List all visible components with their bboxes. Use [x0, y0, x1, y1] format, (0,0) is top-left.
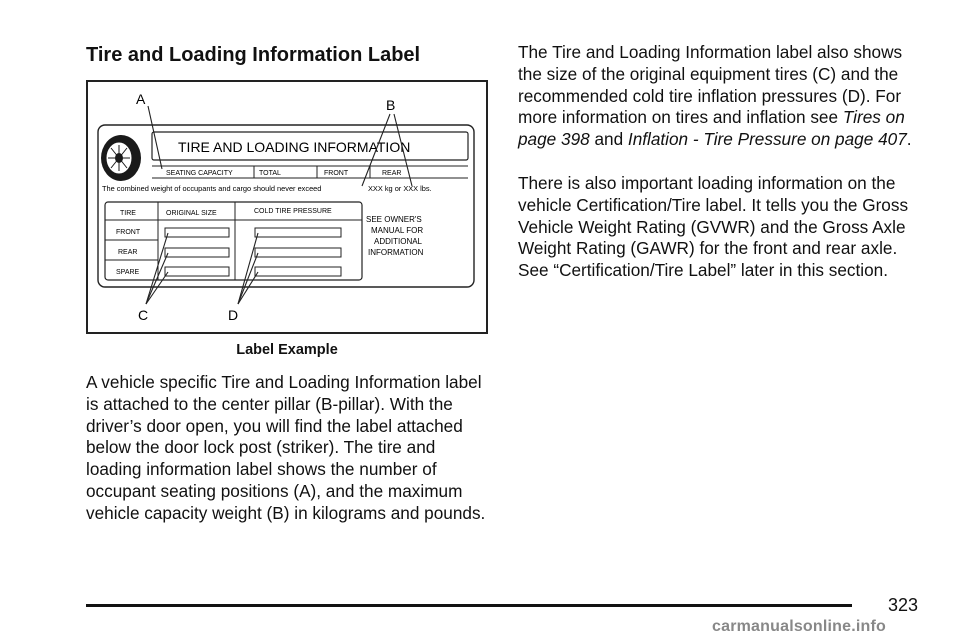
see-manual-line-3: ADDITIONAL [374, 237, 423, 246]
field-seating-capacity: SEATING CAPACITY [166, 170, 233, 177]
size-box-front [165, 228, 229, 237]
field-front: FRONT [324, 170, 349, 177]
row-spare: SPARE [116, 269, 140, 276]
combined-weight-note: The combined weight of occupants and cargo should never exceed [102, 184, 322, 193]
see-manual-line-1: SEE OWNER'S [366, 215, 422, 224]
callout-letter-b: B [386, 97, 396, 113]
see-manual-line-2: MANUAL FOR [371, 226, 424, 235]
callout-letter-d: D [228, 307, 239, 323]
pressure-box-spare [255, 267, 341, 276]
row-front: FRONT [116, 229, 141, 236]
p2-text-2: and [589, 129, 628, 150]
label-title: TIRE AND LOADING INFORMATION [178, 139, 411, 155]
weight-value: XXX kg or XXX lbs. [368, 184, 432, 193]
header-tire: TIRE [120, 210, 136, 217]
pressure-box-front [255, 228, 341, 237]
p2-text-1: The Tire and Loading Information label also shows the size of the original equipment tires (C) and the recommended cold tire inflation pressures (D). For more information on tires and inflation see [518, 42, 903, 128]
page-number: 323 [888, 595, 919, 615]
paragraph-certification-label: There is also important loading information on the vehicle Certification/Tire label. It tells you the Gross Vehicle Weight Rating (GVWR) and the Gross Axle Weight Rating (GAWR) for the front and rear axle. See “Certification/Tire Label” later in this section. [518, 173, 909, 281]
figure-caption: Label Example [236, 342, 338, 358]
paragraph-label-location: A vehicle specific Tire and Loading Information label is attached to the center pillar (B-pillar). With the driver’s door open, you will find the label attached below the door lock post (striker). The tire and loading information label shows the number of occupant seating positions (A), and the maximum vehicle capacity weight (B) in kilograms and pounds. [86, 372, 486, 523]
paragraph-label-tire-info [518, 42, 928, 151]
callout-lines [146, 106, 412, 304]
tire-label-illustration [88, 82, 486, 332]
watermark: carmanualsonline.info [712, 618, 887, 635]
section-title: Tire and Loading Information Label [86, 44, 421, 66]
size-box-spare [165, 267, 229, 276]
pressure-box-rear [255, 248, 341, 257]
link-tires-page[interactable]: Tires on page 398 [518, 107, 905, 150]
callout-letter-a: A [136, 91, 146, 107]
p2-text-3: . [906, 129, 912, 150]
size-box-rear [165, 248, 229, 257]
field-rear: REAR [382, 170, 402, 177]
callout-letter-c: C [138, 307, 149, 323]
row-rear: REAR [118, 249, 138, 256]
footer-rule [86, 604, 852, 607]
field-total: TOTAL [259, 170, 281, 177]
label-example-figure [86, 80, 488, 334]
header-cold-tire-pressure: COLD TIRE PRESSURE [254, 208, 332, 215]
tire-icon [101, 135, 141, 181]
see-manual-line-4: INFORMATION [368, 248, 424, 257]
header-original-size: ORIGINAL SIZE [166, 210, 217, 217]
link-inflation-page[interactable]: Inflation - Tire Pressure on page 407 [627, 129, 907, 150]
